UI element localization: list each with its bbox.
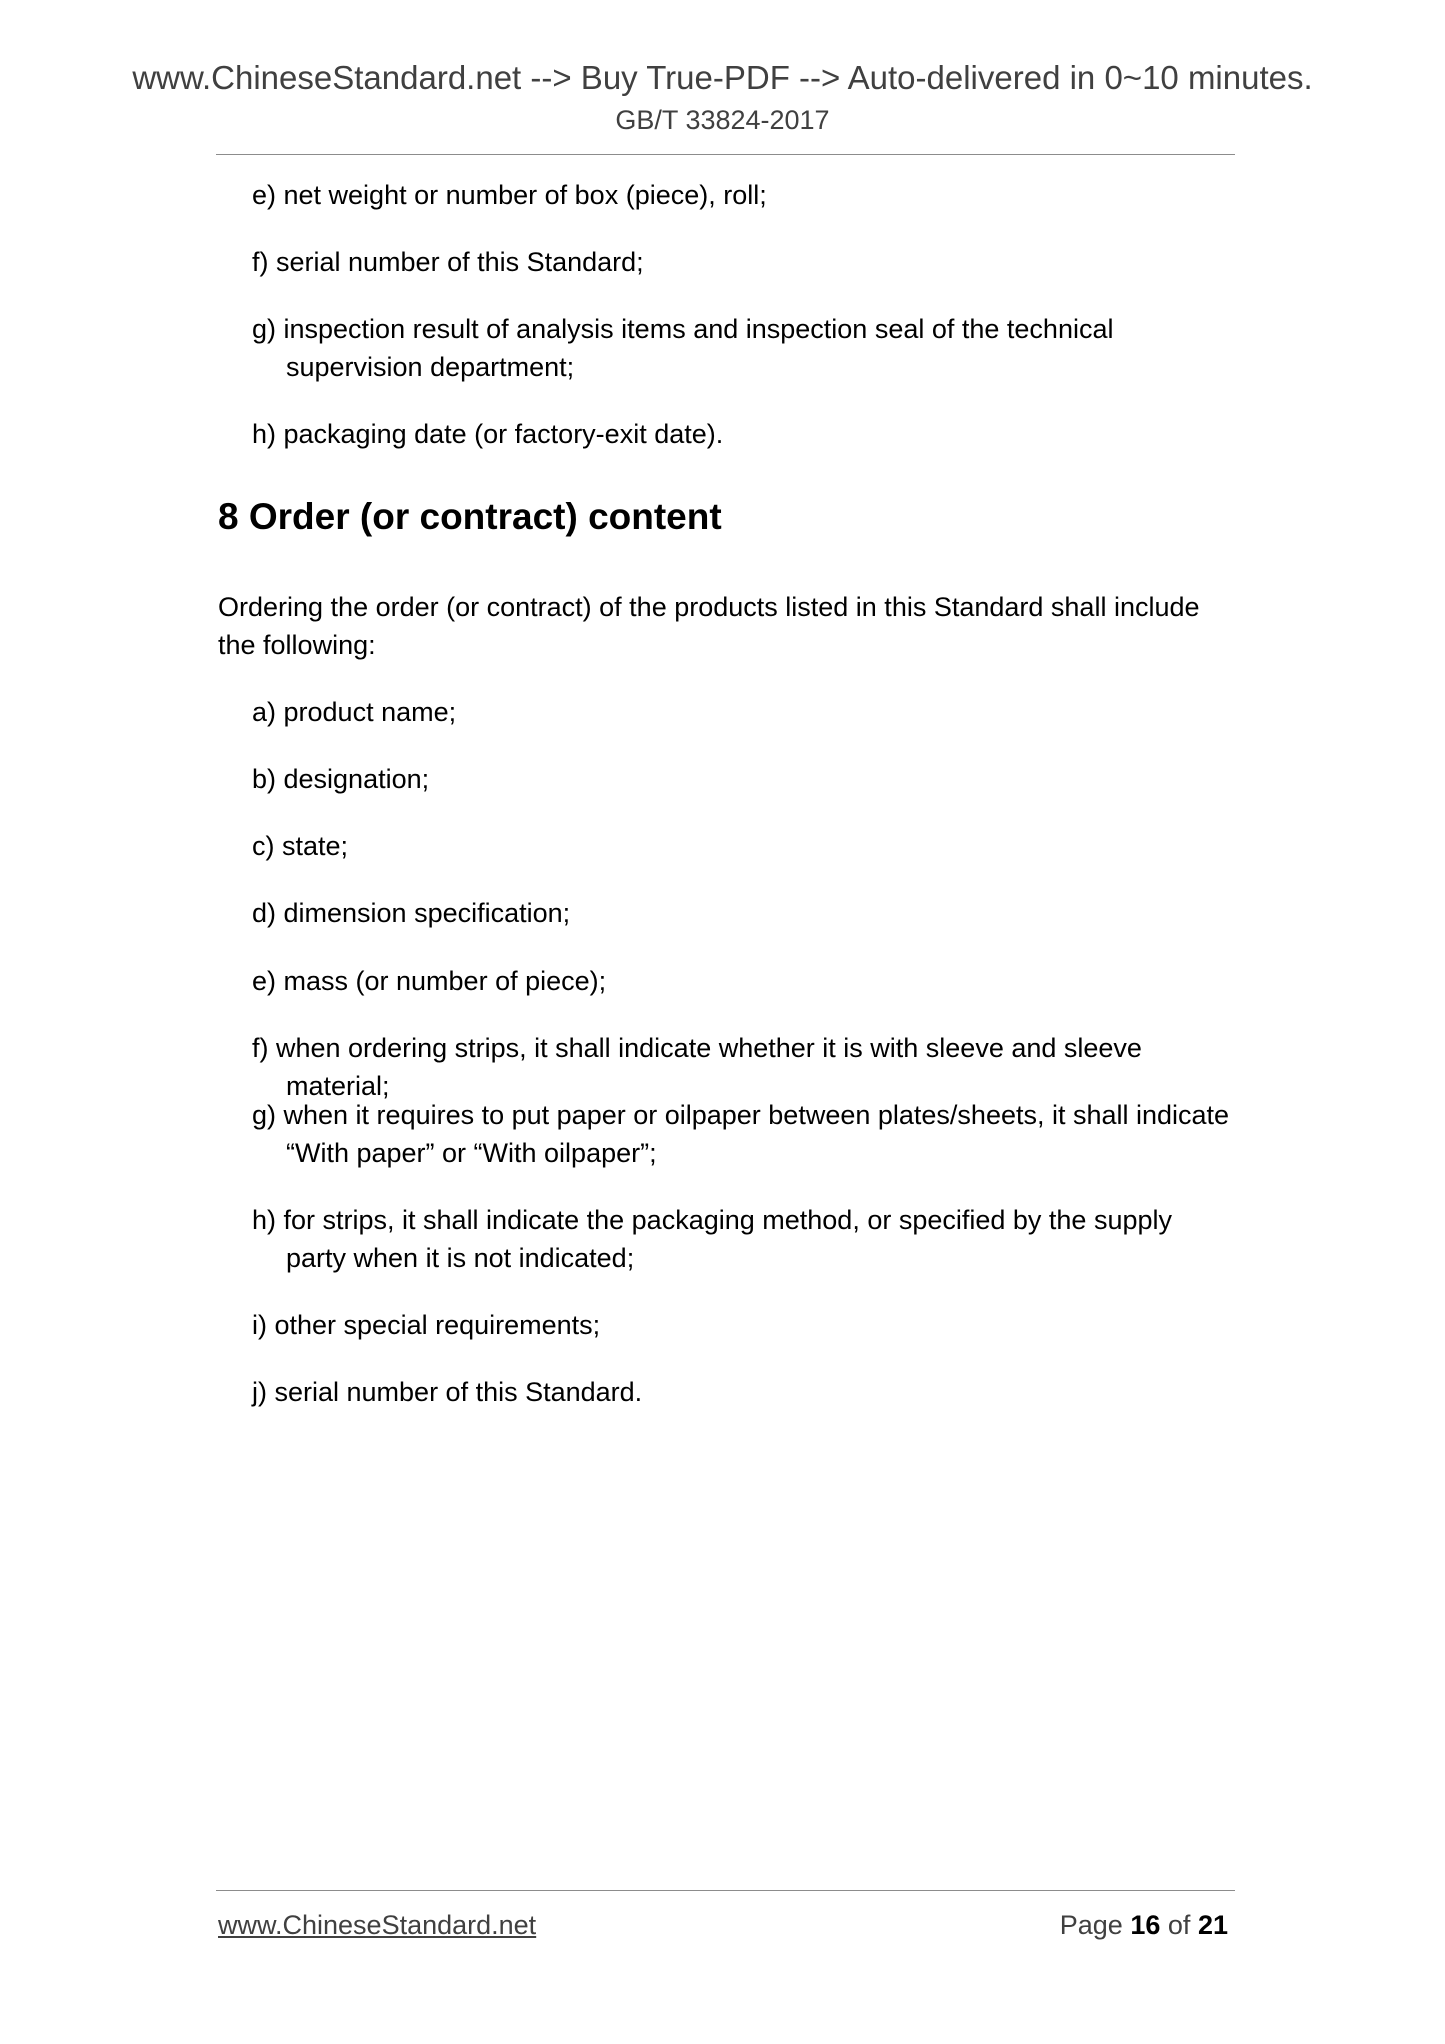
list-item: d) dimension specification; <box>252 898 571 928</box>
list-item: a) product name; <box>252 697 457 727</box>
list-item: b) designation; <box>252 764 430 794</box>
standard-code: GB/T 33824-2017 <box>615 105 830 135</box>
footer-divider <box>216 1890 1235 1891</box>
list-item: i) other special requirements; <box>252 1310 601 1340</box>
list-item: e) mass (or number of piece); <box>252 966 607 996</box>
footer-website-link[interactable]: www.ChineseStandard.net <box>218 1910 537 1940</box>
list-item: h) packaging date (or factory-exit date). <box>252 419 724 449</box>
list-item: f) when ordering strips, it shall indicate whether it is with sleeve and sleeve material; <box>252 1033 1142 1101</box>
header-banner: www.ChineseStandard.net --> Buy True-PDF --> Auto-delivered in 0~10 minutes. <box>132 59 1313 96</box>
page-current: 16 <box>1130 1910 1161 1940</box>
list-item: h) for strips, it shall indicate the packaging method, or specified by the supply party when it is not indicated; <box>252 1205 1172 1273</box>
page-of-label: of <box>1167 1910 1191 1940</box>
list-item: e) net weight or number of box (piece), roll; <box>252 180 767 210</box>
list-item: j) serial number of this Standard. <box>252 1377 643 1407</box>
list-item: g) inspection result of analysis items and inspection seal of the technical supervision department; <box>252 314 1114 382</box>
list-item: c) state; <box>252 831 349 861</box>
section-intro: Ordering the order (or contract) of the products listed in this Standard shall include the following: <box>218 592 1200 660</box>
page-label: Page <box>1059 1910 1123 1940</box>
page-number <box>1060 1907 1228 1943</box>
list-item: f) serial number of this Standard; <box>252 247 644 277</box>
page-total: 21 <box>1197 1910 1228 1940</box>
list-item: g) when it requires to put paper or oilpaper between plates/sheets, it shall indicate “With paper” or “With oilpaper”; <box>252 1100 1230 1168</box>
header-divider <box>216 154 1235 155</box>
section-heading: 8 Order (or contract) content <box>218 496 722 537</box>
